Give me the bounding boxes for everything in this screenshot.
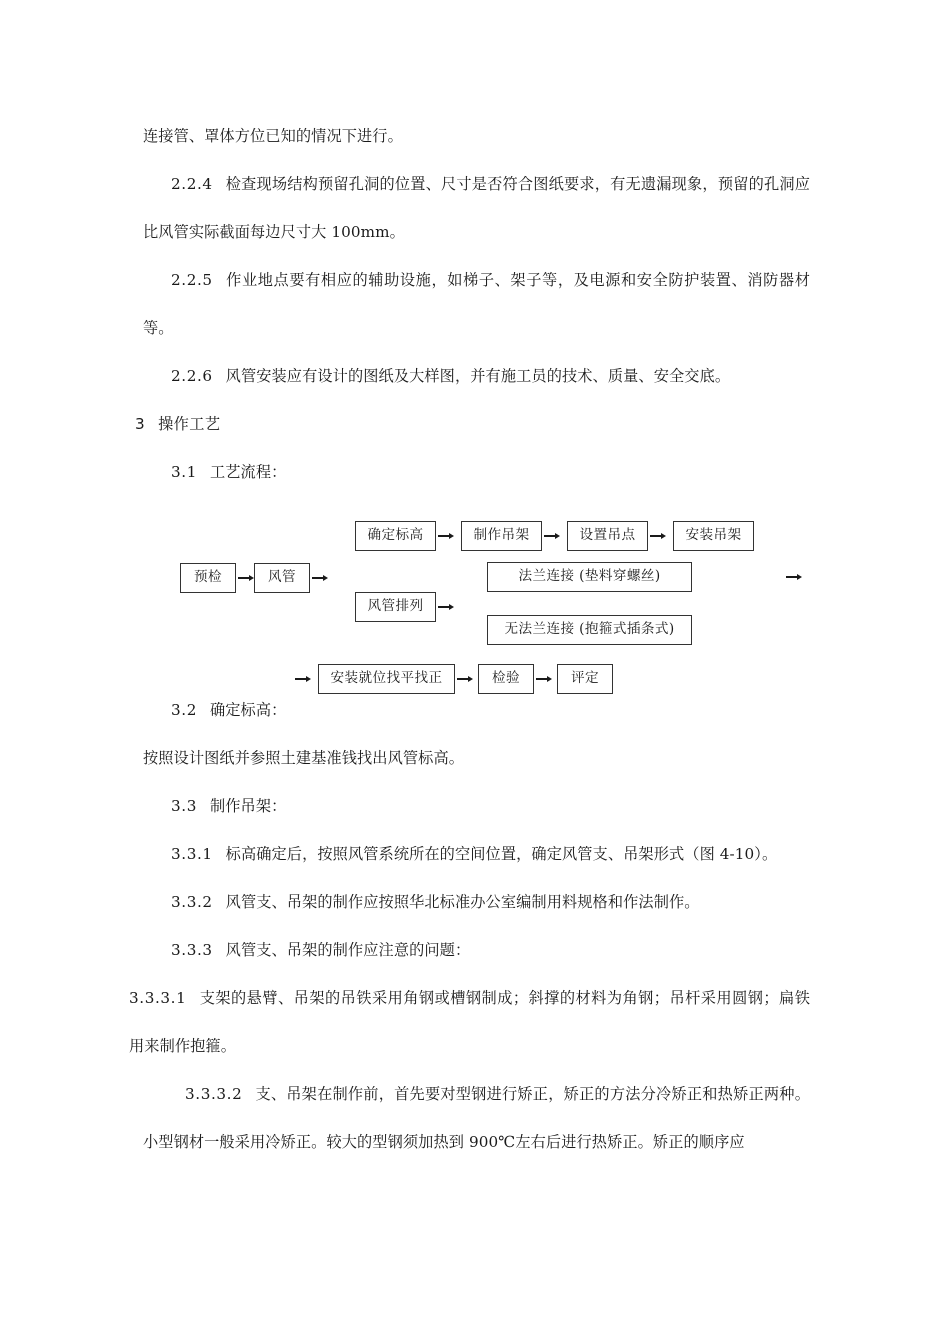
flow-box-label: 制作吊架 xyxy=(473,527,530,544)
clause-number: 3.3.3.1 xyxy=(129,989,187,1007)
clause-number: 3.3.3 xyxy=(171,941,213,959)
flow-box-label: 法兰连接 (垫料穿螺丝) xyxy=(518,568,661,585)
arrow-head xyxy=(797,574,802,580)
flow-arrow-icon xyxy=(238,571,254,585)
flow-box-label: 检验 xyxy=(492,670,520,687)
clause-number: 2.2.4 xyxy=(171,175,213,193)
arrow-head xyxy=(306,676,311,682)
paragraph-3-3-1 xyxy=(143,830,810,878)
paragraph-3-2-body xyxy=(143,734,810,782)
flow-box-anzhuangjiuwei xyxy=(318,664,455,694)
paragraph-3-2 xyxy=(143,686,810,734)
clause-number: 3.2 xyxy=(171,701,197,719)
paragraph-3-3 xyxy=(143,782,810,830)
section-title: 操作工艺 xyxy=(158,415,221,433)
flow-box-label: 预检 xyxy=(194,569,222,586)
flow-box-jianyan xyxy=(478,664,534,694)
arrow-head xyxy=(555,533,560,539)
flow-box-label: 无法兰连接 (抱箍式插条式) xyxy=(504,621,675,638)
flow-box-falanlianjie xyxy=(487,562,692,592)
paragraph-text: 确定标高： xyxy=(209,701,287,719)
flow-box-shezhidiaodian xyxy=(567,521,648,551)
flow-arrow-icon xyxy=(312,571,328,585)
paragraph-3-1 xyxy=(143,448,810,496)
section-number: 3 xyxy=(135,415,146,433)
paragraph-3-3-3-2 xyxy=(143,1070,810,1166)
paragraph-3-3-3-1 xyxy=(129,974,810,1070)
paragraph-2-2-5 xyxy=(143,256,810,352)
arrow-head xyxy=(449,604,454,610)
clause-number: 2.2.5 xyxy=(171,271,213,289)
flow-box-label: 风管 xyxy=(268,569,296,586)
arrow-head xyxy=(661,533,666,539)
paragraph-3-3-3 xyxy=(143,926,810,974)
flow-box-quedingbiaogao xyxy=(355,521,436,551)
paragraph-text: 风管支、吊架的制作应注意的问题： xyxy=(225,941,471,959)
flow-box-yujian xyxy=(180,563,236,593)
flow-box-anzhuangdiaojia xyxy=(673,521,754,551)
flow-arrow-icon xyxy=(650,529,666,543)
flow-arrow-icon xyxy=(457,672,473,686)
paragraph-text: 连接管、罩体方位已知的情况下进行。 xyxy=(143,127,403,145)
clause-number: 3.3.2 xyxy=(171,893,213,911)
arrow-head xyxy=(249,575,254,581)
paragraph-text: 制作吊架： xyxy=(209,797,287,815)
clause-number: 3.3 xyxy=(171,797,197,815)
paragraph-text: 工艺流程： xyxy=(209,463,287,481)
paragraph-text: 支、吊架在制作前，首先要对型钢进行矫正，矫正的方法分冷矫正和热矫正两种。小型钢材一般采用冷矫正。较大的型钢须加热到 900℃左右后进行热矫正。矫正的顺序应 xyxy=(143,1085,810,1151)
flow-box-label: 安装吊架 xyxy=(685,527,742,544)
section-heading-3 xyxy=(135,400,810,448)
flow-box-fengguanpailie xyxy=(355,592,436,622)
paragraph-2-2-4 xyxy=(143,160,810,256)
paragraph-text: 标高确定后，按照风管系统所在的空间位置，确定风管支、吊架形式（图 4-10）。 xyxy=(225,845,778,863)
paragraph-text: 按照设计图纸并参照土建基准钱找出风管标高。 xyxy=(143,749,465,767)
paragraph-3-3-2 xyxy=(143,878,810,926)
paragraph-2-2-3-continued xyxy=(143,112,810,160)
clause-number: 3.1 xyxy=(171,463,197,481)
paragraph-2-2-6 xyxy=(143,352,810,400)
flow-box-pingding xyxy=(557,664,613,694)
arrow-head xyxy=(468,676,473,682)
flow-box-label: 风管排列 xyxy=(367,598,424,615)
paragraph-text: 检查现场结构预留孔洞的位置、尺寸是否符合图纸要求，有无遗漏现象，预留的孔洞应比风管实际截面每边尺寸大 100mm。 xyxy=(143,175,810,241)
text-column xyxy=(129,112,810,1166)
clause-number: 3.3.1 xyxy=(171,845,213,863)
flow-arrow-icon xyxy=(438,600,454,614)
flow-arrow-icon xyxy=(786,570,802,584)
arrow-head xyxy=(449,533,454,539)
paragraph-text: 作业地点要有相应的辅助设施，如梯子、架子等，及电源和安全防护装置、消防器材等。 xyxy=(143,271,810,337)
flow-arrow-icon xyxy=(536,672,552,686)
flow-arrow-icon xyxy=(438,529,454,543)
clause-number: 2.2.6 xyxy=(171,367,213,385)
flow-arrow-icon xyxy=(295,672,311,686)
paragraph-text: 支架的悬臂、吊架的吊铁采用角钢或槽钢制成；斜撑的材料为角钢；吊杆采用圆钢；扁铁用来制作抱箍。 xyxy=(129,989,810,1055)
arrow-head xyxy=(323,575,328,581)
flow-box-label: 确定标高 xyxy=(367,527,424,544)
paragraph-text: 风管支、吊架的制作应按照华北标准办公室编制用料规格和作法制作。 xyxy=(225,893,700,911)
flow-arrow-icon xyxy=(544,529,560,543)
flow-box-label: 评定 xyxy=(571,670,599,687)
flow-box-zhizuodiaojia xyxy=(461,521,542,551)
paragraph-text: 风管安装应有设计的图纸及大样图，并有施工员的技术、质量、安全交底。 xyxy=(225,367,731,385)
flow-box-label: 安装就位找平找正 xyxy=(330,670,443,687)
arrow-head xyxy=(547,676,552,682)
flow-box-wufalanlianjie xyxy=(487,615,692,645)
flow-box-label: 设置吊点 xyxy=(579,527,636,544)
flow-box-fengguan xyxy=(254,563,310,593)
clause-number: 3.3.3.2 xyxy=(185,1085,243,1103)
